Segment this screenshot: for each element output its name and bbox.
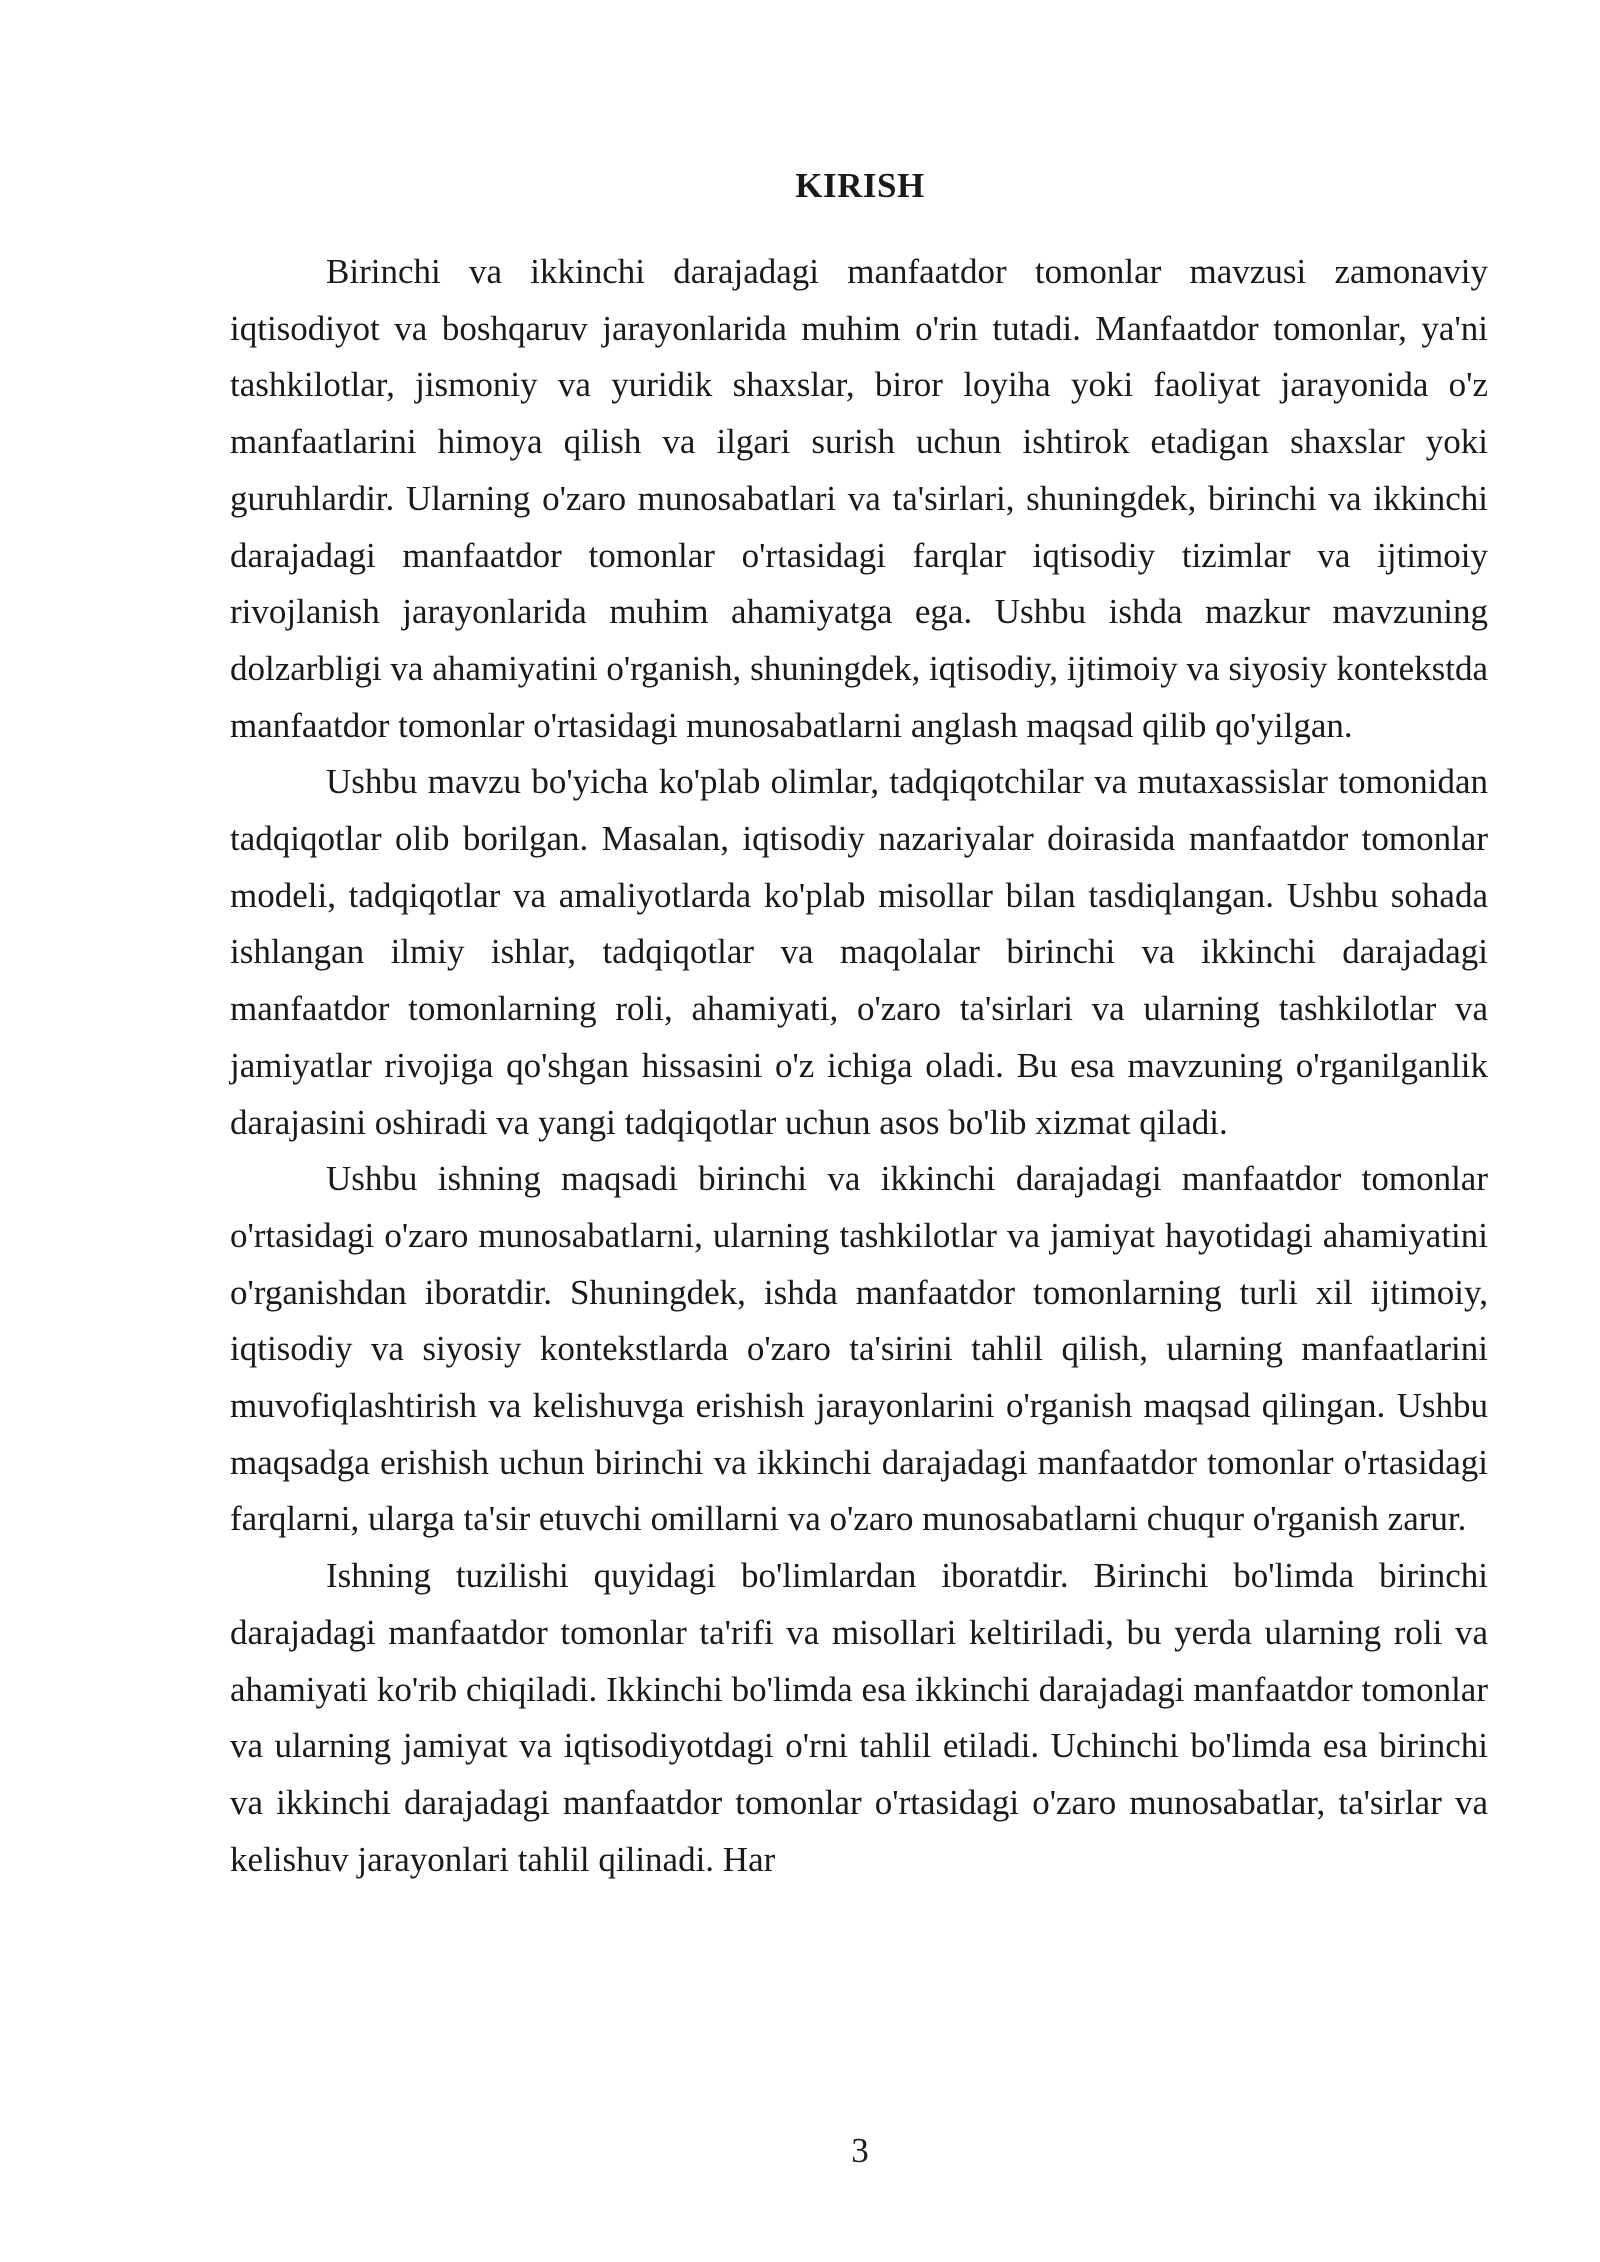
paragraph-3: Ushbu ishning maqsadi birinchi va ikkinchi darajadagi manfaatdor tomonlar o'rtasidagi o'zaro munosabatlarni, ularning tashkilotlar va jamiyat hayotidagi ahamiyatini o'rganishdan iboratdir. Shuningdek, ishda manfaatdor tomonlarning turli xil ijtimoiy, iqtisodiy va siyosiy kontekstlarda o'zaro ta'sirini tahlil qilish, ularning manfaatlarini muvofiqlashtirish va kelishuvga erishish jarayonlarini o'rganish maqsad qilingan. Ushbu maqsadga erishish uchun birinchi va ikkinchi darajadagi manfaatdor tomonlar o'rtasidagi farqlarni, ularga ta'sir etuvchi omillarni va o'zaro munosabatlarni chuqur o'rganish zarur.: [230, 1159, 1488, 1539]
paragraph-4: Ishning tuzilishi quyidagi bo'limlardan iboratdir. Birinchi bo'limda birinchi darajadagi manfaatdor tomonlar ta'rifi va misollari keltiriladi, bu yerda ularning roli va ahamiyati ko'rib chiqiladi. Ikkinchi bo'limda esa ikkinchi darajadagi manfaatdor tomonlar va ularning jamiyat va iqtisodiyotdagi o'rni tahlil etiladi. Uchinchi bo'limda esa birinchi va ikkinchi darajadagi manfaatdor tomonlar o'rtasidagi o'zaro munosabatlar, ta'sirlar va kelishuv jarayonlari tahlil qilinadi. Har: [230, 1556, 1488, 1879]
page-number: 3: [851, 2131, 869, 2170]
body-text: [230, 244, 1488, 1888]
page-title: KIRISH: [795, 166, 925, 205]
paragraph-1: Birinchi va ikkinchi darajadagi manfaatdor tomonlar mavzusi zamonaviy iqtisodiyot va boshqaruv jarayonlarida muhim o'rin tutadi. Manfaatdor tomonlar, ya'ni tashkilotlar, jismoniy va yuridik shaxslar, biror loyiha yoki faoliyat jarayonida o'z manfaatlarini himoya qilish va ilgari surish uchun ishtirok etadigan shaxslar yoki guruhlardir. Ularning o'zaro munosabatlari va ta'sirlari, shuningdek, birinchi va ikkinchi darajadagi manfaatdor tomonlar o'rtasidagi farqlar iqtisodiy tizimlar va ijtimoiy rivojlanish jarayonlarida muhim ahamiyatga ega. Ushbu ishda mazkur mavzuning dolzarbligi va ahamiyatini o'rganish, shuningdek, iqtisodiy, ijtimoiy va siyosiy kontekstda manfaatdor tomonlar o'rtasidagi munosabatlarni anglash maqsad qilib qo'yilgan.: [230, 252, 1488, 745]
paragraph-2: Ushbu mavzu bo'yicha ko'plab olimlar, tadqiqotchilar va mutaxassislar tomonidan tadqiqotlar olib borilgan. Masalan, iqtisodiy nazariyalar doirasida manfaatdor tomonlar modeli, tadqiqotlar va amaliyotlarda ko'plab misollar bilan tasdiqlangan. Ushbu sohada ishlangan ilmiy ishlar, tadqiqotlar va maqolalar birinchi va ikkinchi darajadagi manfaatdor tomonlarning roli, ahamiyati, o'zaro ta'sirlari va ularning tashkilotlar va jamiyatlar rivojiga qo'shgan hissasini o'z ichiga oladi. Bu esa mavzuning o'rganilganlik darajasini oshiradi va yangi tadqiqotlar uchun asos bo'lib xizmat qiladi.: [230, 762, 1488, 1142]
